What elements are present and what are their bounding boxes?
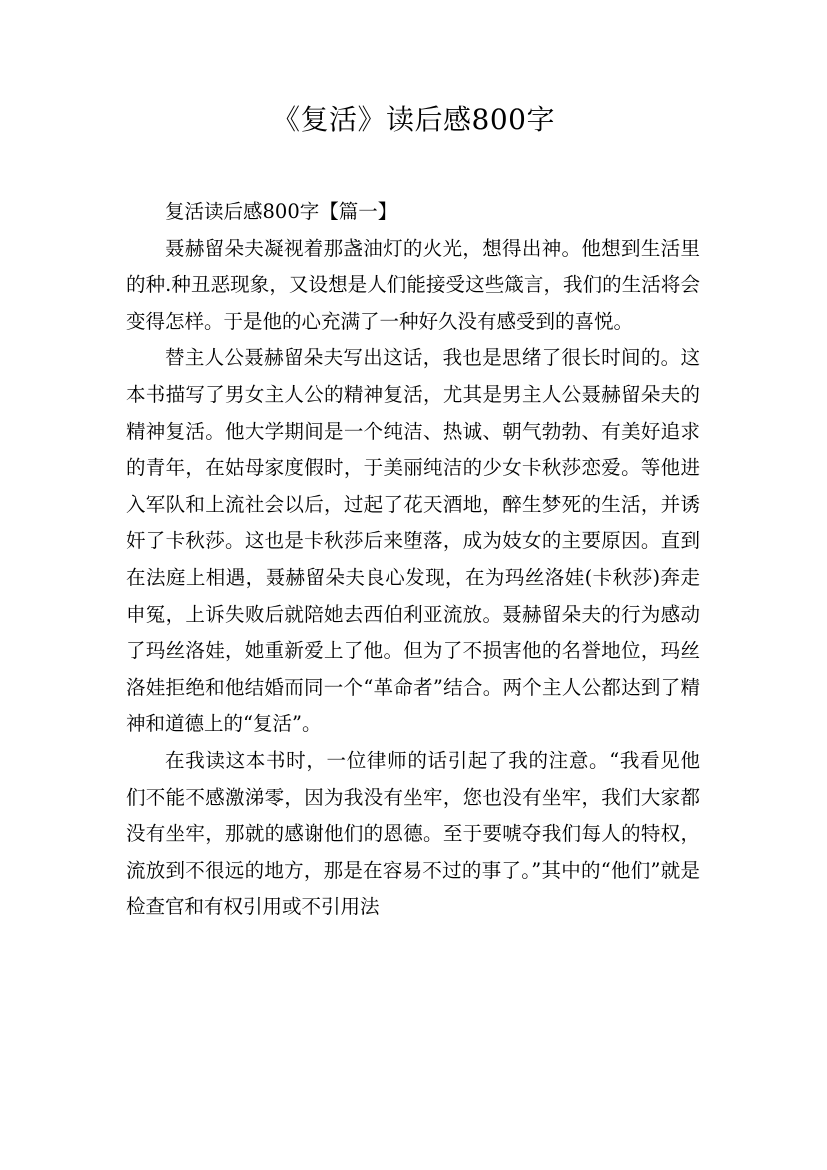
document-body <box>126 194 700 926</box>
section-heading: 复活读后感800字【篇一】 <box>165 200 398 223</box>
paragraph: 聂赫留朵夫凝视着那盏油灯的火光，想得出神。他想到生活里的种.种丑恶现象，又设想是人们能接受这些箴言，我们的生活将会变得怎样。于是他的心充满了一种好久没有感受到的喜悦。 <box>126 236 700 333</box>
paragraph: 替主人公聂赫留朵夫写出这话，我也是思绪了很长时间的。这本书描写了男女主人公的精神复活，尤其是男主人公聂赫留朵夫的精神复活。他大学期间是一个纯洁、热诚、朝气勃勃、有美好追求的青年，在姑母家度假时，于美丽纯洁的少女卡秋莎恋爱。等他进入军队和上流社会以后，过起了花天酒地，醉生梦死的生活，并诱奸了卡秋莎。这也是卡秋莎后来堕落，成为妓女的主要原因。直到在法庭上相遇，聂赫留朵夫良心发现，在为玛丝洛娃(卡秋莎)奔走申冤，上诉失败后就陪她去西伯利亚流放。聂赫留朵夫的行为感动了玛丝洛娃，她重新爱上了他。但为了不损害他的名誉地位，玛丝洛娃拒绝和他结婚而同一个“革命者”结合。两个主人公都达到了精神和道德上的“复活”。 <box>126 346 700 736</box>
document-title: 《复活》读后感800字 <box>272 103 555 136</box>
paragraph: 在我读这本书时，一位律师的话引起了我的注意。“我看见他们不能不感激涕零，因为我没有坐牢，您也没有坐牢，我们大家都没有坐牢，那就的感谢他们的恩德。至于要唬夺我们每人的特权，流放到不很远的地方，那是在容易不过的事了。”其中的“他们”就是检查官和有权引用或不引用法 <box>126 748 700 919</box>
